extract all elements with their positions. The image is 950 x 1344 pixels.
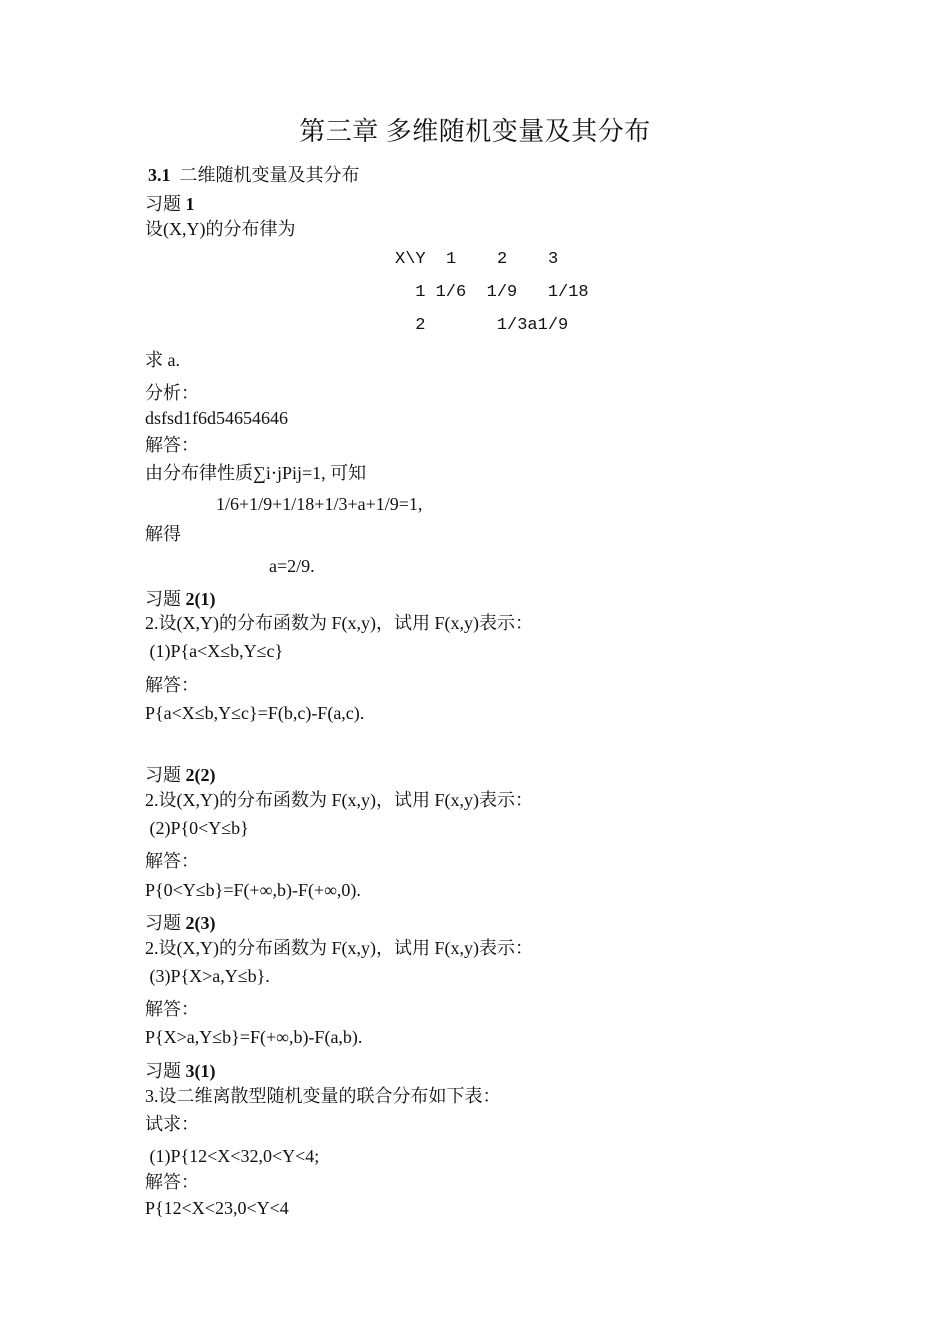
problem-number: 2(2) (185, 765, 216, 785)
problem-heading-2-2 (145, 764, 216, 786)
problem-heading-2-1 (145, 588, 216, 610)
problem-label: 习题 (145, 765, 186, 785)
problem-stem: 2.设(X,Y)的分布函数为 F(x,y)，试用 F(x,y)表示： (145, 613, 533, 633)
answer-equation: 1/6+1/9+1/18+1/3+a+1/9=1, (216, 494, 423, 514)
analysis-text: dsfsd1f6d54654646 (145, 408, 288, 428)
answer-text: P{X>a,Y≤b}=F(+∞,b)-F(a,b). (145, 1027, 363, 1047)
problem-label: 习题 (145, 913, 186, 933)
problem-subpart: (1)P{12<X<32,0<Y<4; (145, 1146, 320, 1166)
section-number: 3.1 (148, 165, 171, 185)
analysis-label: 分析： (145, 383, 199, 403)
problem-heading-1 (145, 193, 195, 215)
problem-question: 试求： (145, 1114, 199, 1134)
problem-label: 习题 (145, 1061, 186, 1081)
problem-number: 3(1) (185, 1061, 216, 1081)
answer-text: P{a<X≤b,Y≤c}=F(b,c)-F(a,c). (145, 703, 365, 723)
answer-text: P{12<X<23,0<Y<4 (145, 1198, 289, 1218)
problem-stem: 3.设二维离散型随机变量的联合分布如下表： (145, 1086, 501, 1106)
problem-stem: 设(X,Y)的分布律为 (145, 219, 296, 239)
answer-label: 解答： (145, 435, 199, 455)
problem-number: 2(1) (185, 589, 216, 609)
distribution-table-row: 1 1/6 1/9 1/18 (405, 283, 589, 302)
problem-label: 习题 (145, 194, 186, 214)
distribution-table-row: 2 1/3a1/9 (405, 316, 569, 335)
section-heading (148, 164, 360, 186)
distribution-table-header: X\Y 1 2 3 (395, 250, 559, 269)
problem-stem: 2.设(X,Y)的分布函数为 F(x,y)，试用 F(x,y)表示： (145, 790, 533, 810)
problem-number: 1 (185, 194, 195, 214)
problem-heading-2-3 (145, 912, 216, 934)
problem-question: 求 a. (145, 350, 180, 370)
answer-label: 解答： (145, 999, 199, 1019)
problem-subpart: (3)P{X>a,Y≤b}. (145, 966, 270, 986)
solve-label: 解得 (145, 524, 181, 544)
problem-number: 2(3) (185, 913, 216, 933)
problem-stem: 2.设(X,Y)的分布函数为 F(x,y)，试用 F(x,y)表示： (145, 938, 533, 958)
answer-label: 解答： (145, 675, 199, 695)
section-title: 二维随机变量及其分布 (179, 165, 360, 185)
answer-text: 由分布律性质∑i⋅jPij=1, 可知 (145, 463, 367, 483)
answer-label: 解答： (145, 1172, 199, 1192)
problem-subpart: (1)P{a<X≤b,Y≤c} (145, 641, 284, 661)
page-title: 第三章 多维随机变量及其分布 (299, 117, 651, 146)
problem-heading-3-1 (145, 1060, 216, 1082)
answer-label: 解答： (145, 851, 199, 871)
problem-subpart: (2)P{0<Y≤b} (145, 818, 249, 838)
problem-label: 习题 (145, 589, 186, 609)
answer-text: P{0<Y≤b}=F(+∞,b)-F(+∞,0). (145, 880, 361, 900)
answer-equation: a=2/9. (269, 556, 315, 576)
